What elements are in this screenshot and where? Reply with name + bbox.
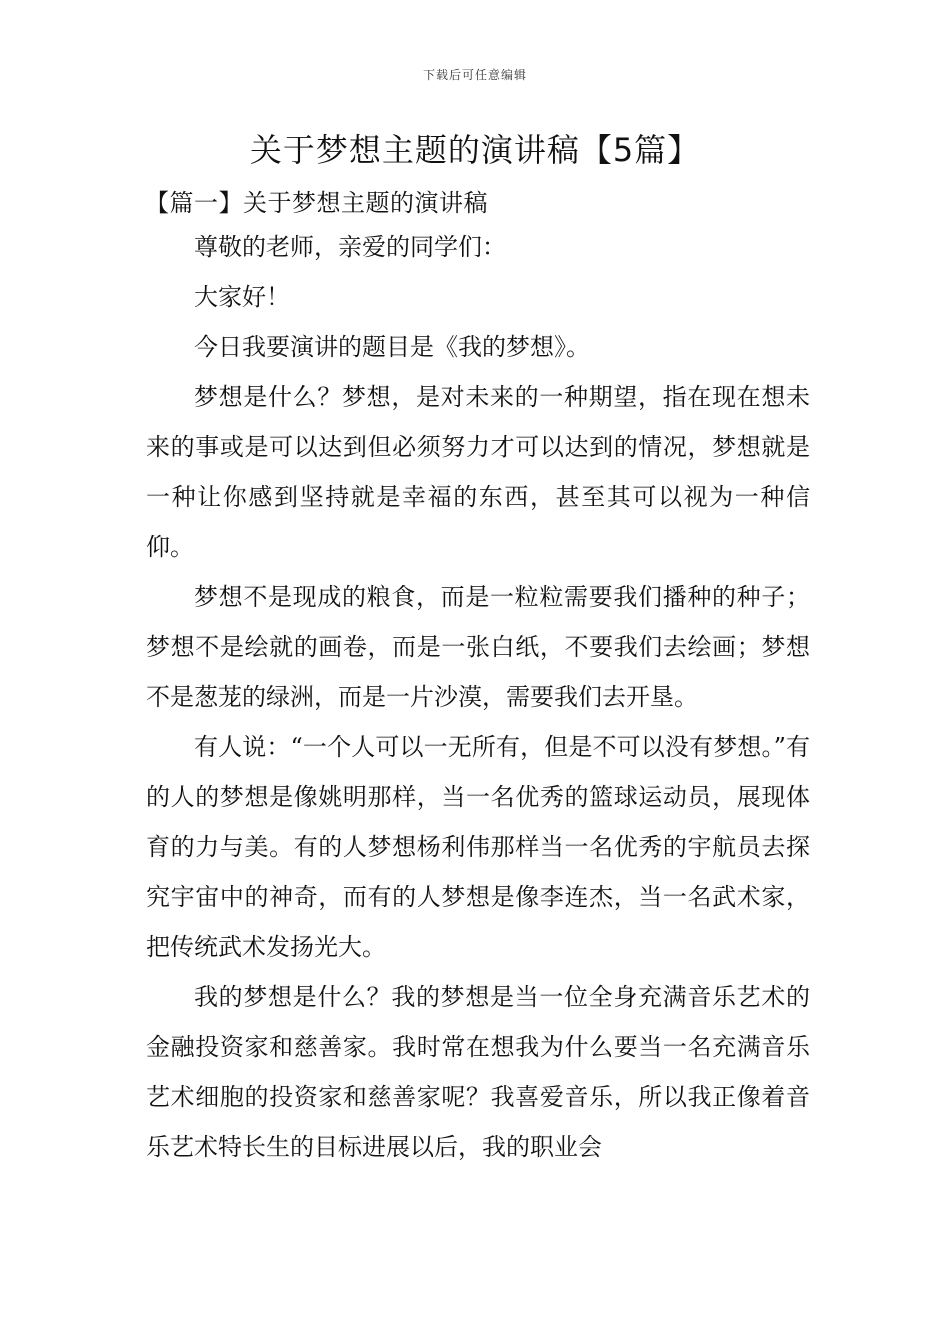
document-title: 关于梦想主题的演讲稿【5篇】 [249, 131, 701, 169]
page-header-note: 下载后可任意编辑 [422, 68, 527, 82]
paragraph-salutation: 尊敬的老师，亲爱的同学们： [194, 233, 506, 261]
paragraph: 梦想不是现成的粮食，而是一粒粒需要我们播种的种子；梦想不是绘就的画卷，而是一张白纸，不要我们去绘画；梦想不是葱茏的绿洲，而是一片沙漠，需要我们去开垦。 [146, 583, 810, 711]
paragraph: 我的梦想是什么？我的梦想是当一位全身充满音乐艺术的金融投资家和慈善家。我时常在想我为什么要当一名充满音乐艺术细胞的投资家和慈善家呢？我喜爱音乐，所以我正像着音乐艺术特长生的目标进展以后，我的职业会 [146, 983, 810, 1161]
document-body [146, 222, 810, 1172]
paragraph-greeting: 大家好！ [194, 283, 290, 311]
paragraph-topic: 今日我要演讲的题目是《我的梦想》。 [194, 333, 590, 361]
paragraph: 梦想是什么？梦想，是对未来的一种期望，指在现在想未来的事或是可以达到但必须努力才可以达到的情况，梦想就是一种让你感到坚持就是幸福的东西，甚至其可以视为一种信仰。 [146, 383, 810, 561]
paragraph: 有人说：“一个人可以一无所有，但是不可以没有梦想。”有的人的梦想是像姚明那样，当一名优秀的篮球运动员，展现体育的力与美。有的人梦想杨利伟那样当一名优秀的宇航员去探究宇宙中的神奇，而有的人梦想是像李连杰，当一名武术家，把传统武术发扬光大。 [146, 733, 810, 961]
section-heading: 【篇一】关于梦想主题的演讲稿 [145, 189, 488, 217]
